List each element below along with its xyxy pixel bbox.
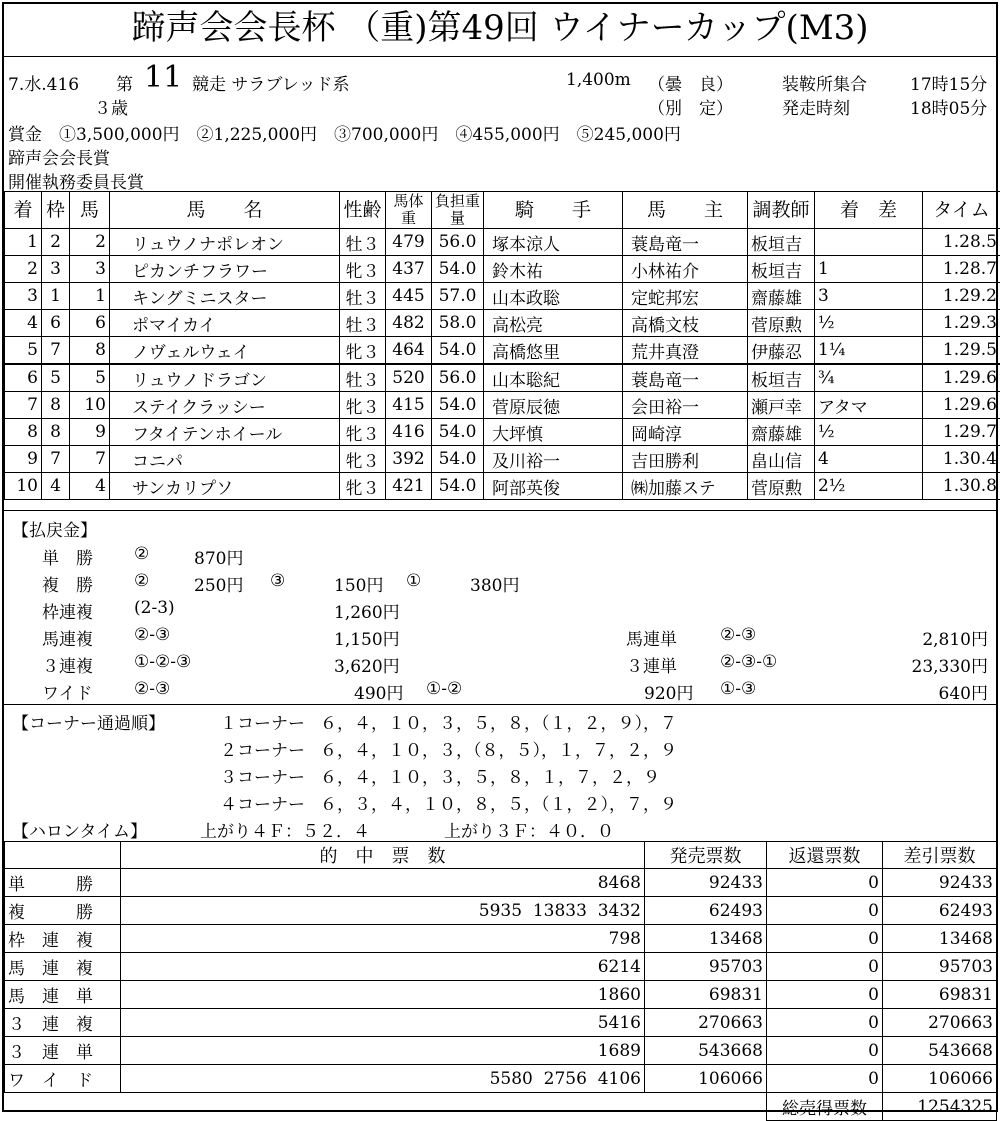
- sales-type: ３ 連 単: [5, 1037, 121, 1065]
- result-margin: 1¼: [815, 337, 923, 365]
- result-place: 9: [5, 446, 42, 473]
- col-horse-number: 馬: [70, 192, 110, 229]
- start-time: 18時05分: [910, 94, 987, 119]
- col-frame: 枠: [42, 192, 70, 229]
- result-trainer: 齋藤雄: [748, 283, 815, 310]
- result-jockey: 高橋悠里: [484, 337, 623, 365]
- last-4f: 上がり４Ｆ：５２．４: [200, 817, 370, 842]
- result-horse-number: 7: [70, 446, 110, 473]
- track-condition: （曇 良）: [648, 70, 733, 95]
- result-owner: 定蛇邦宏: [623, 283, 748, 310]
- result-owner: 岡崎淳: [623, 419, 748, 446]
- result-horse-weight: 520: [386, 364, 432, 392]
- fukusho-payout-2: 150円: [334, 571, 383, 596]
- sales-net: 13468: [883, 925, 997, 953]
- umatan-payout: 2,810円: [922, 625, 988, 650]
- result-horse-weight: 421: [386, 473, 432, 500]
- tansho-combo: ②: [134, 544, 149, 564]
- total-value: 1254325: [883, 1093, 997, 1121]
- sanfuku-label: ３連複: [42, 652, 93, 677]
- saddle-time: 17時15分: [910, 70, 987, 95]
- sales-hits: 5580 2756 4106: [121, 1065, 645, 1093]
- wakuren-label: 枠連複: [42, 598, 93, 623]
- sales-net: 62493: [883, 897, 997, 925]
- result-owner: 吉田勝利: [623, 446, 748, 473]
- sales-col-refund: 返還票数: [767, 842, 883, 869]
- result-place: 8: [5, 419, 42, 446]
- corner-1-order: ６，４，１０，３，５，８，（１，２，９），７: [320, 709, 677, 734]
- umaren-combo: ②-③: [134, 625, 170, 645]
- result-row: [5, 310, 1000, 337]
- sales-type: 馬 連 複: [5, 953, 121, 981]
- result-horse-number: 10: [70, 392, 110, 419]
- sales-row: [5, 897, 997, 925]
- result-horse-number: 6: [70, 310, 110, 337]
- fukusho-combo-3: ①: [406, 571, 421, 591]
- wide-payout-2: 920円: [644, 679, 693, 704]
- sales-row: [5, 1065, 997, 1093]
- result-margin: 2½: [815, 473, 923, 500]
- result-row: [5, 337, 1000, 365]
- result-row: [5, 256, 1000, 283]
- result-jockey: 阿部英俊: [484, 473, 623, 500]
- result-trainer: 齋藤雄: [748, 419, 815, 446]
- result-sex-age: 牡３: [340, 229, 386, 256]
- result-owner: 高橋文枝: [623, 310, 748, 337]
- sales-col-sold: 発売票数: [645, 842, 767, 869]
- award-2: 開催執務委員長賞: [8, 168, 144, 193]
- result-margin: 3: [815, 283, 923, 310]
- result-place: 5: [5, 337, 42, 365]
- sales-hits: 1689: [121, 1037, 645, 1065]
- result-time: 1.29.3: [923, 310, 1000, 337]
- result-frame: 8: [42, 419, 70, 446]
- result-time: 1.28.5: [923, 229, 1000, 256]
- sales-net: 106066: [883, 1065, 997, 1093]
- furlong-header: 【ハロンタイム】: [12, 817, 147, 842]
- result-sheet: [2, 2, 998, 1112]
- result-row: [5, 446, 1000, 473]
- result-jockey: 大坪慎: [484, 419, 623, 446]
- result-margin: ½: [815, 419, 923, 446]
- corner-2-order: ６，４，１０，３，（８，５），１，７，２，９: [320, 736, 677, 761]
- sales-type: ３ 連 複: [5, 1009, 121, 1037]
- corner-3-order: ６，４，１０，３，５，８，１，７，２，９: [320, 763, 660, 788]
- result-time: 1.29.2: [923, 283, 1000, 310]
- result-row: [5, 229, 1000, 256]
- corner-1-label: １コーナー: [220, 709, 305, 734]
- result-place: 10: [5, 473, 42, 500]
- result-horse-number: 1: [70, 283, 110, 310]
- sales-sold: 270663: [645, 1009, 767, 1037]
- result-sex-age: 牝３: [340, 256, 386, 283]
- umatan-label: 馬連単: [626, 625, 677, 650]
- sales-refund: 0: [767, 869, 883, 897]
- saddle-label: 装鞍所集合: [782, 70, 867, 95]
- corner-4-label: ４コーナー: [220, 790, 305, 815]
- result-place: 2: [5, 256, 42, 283]
- sales-refund: 0: [767, 925, 883, 953]
- result-trainer: 菅原勲: [748, 473, 815, 500]
- result-time: 1.29.6: [923, 364, 1000, 392]
- result-horse-name: ポマイカイ: [110, 310, 340, 337]
- result-sex-age: 牝３: [340, 392, 386, 419]
- sales-refund: 0: [767, 1065, 883, 1093]
- result-margin: [815, 229, 923, 256]
- sales-net: 270663: [883, 1009, 997, 1037]
- col-place: 着: [5, 192, 42, 229]
- result-horse-name: ステイクラッシー: [110, 392, 340, 419]
- result-burden: 54.0: [432, 419, 484, 446]
- sales-type: ワ イ ド: [5, 1065, 121, 1093]
- result-row: [5, 419, 1000, 446]
- sales-sold: 13468: [645, 925, 767, 953]
- result-horse-number: 9: [70, 419, 110, 446]
- result-owner: 蓑島竜一: [623, 229, 748, 256]
- col-time: タイム: [923, 192, 1000, 229]
- sales-refund: 0: [767, 1009, 883, 1037]
- result-horse-name: リュウノドラゴン: [110, 364, 340, 392]
- result-row: [5, 473, 1000, 500]
- result-trainer: 畠山信: [748, 446, 815, 473]
- col-margin: 着 差: [815, 192, 923, 229]
- result-frame: 3: [42, 256, 70, 283]
- fukusho-combo-1: ②: [134, 571, 149, 591]
- result-trainer: 板垣吉: [748, 256, 815, 283]
- result-time: 1.29.5: [923, 337, 1000, 365]
- result-horse-weight: 437: [386, 256, 432, 283]
- result-burden: 58.0: [432, 310, 484, 337]
- sales-sold: 543668: [645, 1037, 767, 1065]
- sales-hits: 6214: [121, 953, 645, 981]
- result-horse-name: サンカリプソ: [110, 473, 340, 500]
- result-trainer: 板垣吉: [748, 229, 815, 256]
- col-horse-name: 馬 名: [110, 192, 340, 229]
- result-sex-age: 牝３: [340, 473, 386, 500]
- fukusho-payout-1: 250円: [194, 571, 243, 596]
- sales-row: [5, 953, 997, 981]
- result-frame: 7: [42, 446, 70, 473]
- result-margin: ½: [815, 310, 923, 337]
- sales-col-net: 差引票数: [883, 842, 997, 869]
- result-row: [5, 392, 1000, 419]
- result-trainer: 伊藤忍: [748, 337, 815, 365]
- result-jockey: 鈴木祐: [484, 256, 623, 283]
- santan-combo: ②-③-①: [720, 652, 777, 672]
- race-number: 11: [144, 60, 182, 95]
- result-burden: 54.0: [432, 446, 484, 473]
- results-header-row: [5, 192, 1000, 229]
- result-margin: 1: [815, 256, 923, 283]
- sales-col-type: [5, 842, 121, 869]
- result-sex-age: 牝３: [340, 446, 386, 473]
- sanfuku-payout: 3,620円: [334, 652, 400, 677]
- result-time: 1.30.8: [923, 473, 1000, 500]
- corner-2-label: ２コーナー: [220, 736, 305, 761]
- result-horse-weight: 464: [386, 337, 432, 365]
- sales-sold: 62493: [645, 897, 767, 925]
- sales-row: [5, 925, 997, 953]
- result-horse-number: 2: [70, 229, 110, 256]
- umaren-payout: 1,150円: [334, 625, 400, 650]
- result-horse-name: ノヴェルウェイ: [110, 337, 340, 365]
- race-age: ３歳: [94, 94, 128, 119]
- sales-refund: 0: [767, 981, 883, 1009]
- wide-combo-3: ①-③: [720, 679, 756, 699]
- result-horse-name: フタイテンホイール: [110, 419, 340, 446]
- result-place: 3: [5, 283, 42, 310]
- santan-label: ３連単: [626, 652, 677, 677]
- sales-header-row: [5, 842, 997, 869]
- sales-hits: 5935 13833 3432: [121, 897, 645, 925]
- result-place: 1: [5, 229, 42, 256]
- result-horse-number: 3: [70, 256, 110, 283]
- sales-refund: 0: [767, 897, 883, 925]
- result-burden: 54.0: [432, 473, 484, 500]
- result-owner: 蓑島竜一: [623, 364, 748, 392]
- sales-type: 単 勝: [5, 869, 121, 897]
- result-time: 1.30.4: [923, 446, 1000, 473]
- result-owner: ㈱加藤ステ: [623, 473, 748, 500]
- result-margin: 4: [815, 446, 923, 473]
- result-sex-age: 牡３: [340, 283, 386, 310]
- payout-header: 【払戻金】: [12, 516, 97, 541]
- result-trainer: 瀬戸幸: [748, 392, 815, 419]
- result-horse-name: コニパ: [110, 446, 340, 473]
- tansho-payout: 870円: [194, 544, 243, 569]
- sales-type: 馬 連 単: [5, 981, 121, 1009]
- start-label: 発走時刻: [782, 94, 850, 119]
- result-time: 1.28.7: [923, 256, 1000, 283]
- result-trainer: 菅原勲: [748, 310, 815, 337]
- col-sex-age: 性齢: [340, 192, 386, 229]
- result-burden: 57.0: [432, 283, 484, 310]
- sales-net: 95703: [883, 953, 997, 981]
- award-1: 蹄声会会長賞: [8, 144, 110, 169]
- result-place: 4: [5, 310, 42, 337]
- result-jockey: 塚本涼人: [484, 229, 623, 256]
- sales-hits: 798: [121, 925, 645, 953]
- sales-col-hits: 的 中 票 数: [121, 842, 645, 869]
- divider: [4, 56, 996, 57]
- col-trainer: 調教師: [748, 192, 815, 229]
- result-frame: 5: [42, 364, 70, 392]
- divider: [4, 510, 996, 511]
- col-jockey: 騎 手: [484, 192, 623, 229]
- result-row: [5, 364, 1000, 392]
- result-owner: 会田裕一: [623, 392, 748, 419]
- weight-condition: （別 定）: [648, 94, 733, 119]
- result-jockey: 及川裕一: [484, 446, 623, 473]
- race-class: 競走 サラブレッド系: [192, 70, 350, 95]
- result-owner: 小林祐介: [623, 256, 748, 283]
- result-place: 7: [5, 392, 42, 419]
- result-time: 1.29.7: [923, 419, 1000, 446]
- prize-line: 賞金 ①3,500,000円 ②1,225,000円 ③700,000円 ④455,000円 ⑤245,000円: [8, 120, 681, 145]
- sales-sold: 69831: [645, 981, 767, 1009]
- result-horse-number: 8: [70, 337, 110, 365]
- result-horse-number: 4: [70, 473, 110, 500]
- result-sex-age: 牡３: [340, 310, 386, 337]
- result-jockey: 菅原辰徳: [484, 392, 623, 419]
- sales-hits: 1860: [121, 981, 645, 1009]
- result-margin: アタマ: [815, 392, 923, 419]
- sales-net: 69831: [883, 981, 997, 1009]
- race-code: 7.水.416: [8, 70, 79, 95]
- result-sex-age: 牡３: [340, 364, 386, 392]
- result-row: [5, 283, 1000, 310]
- divider: [4, 704, 996, 705]
- result-frame: 1: [42, 283, 70, 310]
- santan-payout: 23,330円: [912, 652, 988, 677]
- sales-type: 枠 連 複: [5, 925, 121, 953]
- result-place: 6: [5, 364, 42, 392]
- col-burden: 負担重量: [432, 192, 484, 229]
- result-burden: 56.0: [432, 364, 484, 392]
- result-sex-age: 牝３: [340, 337, 386, 365]
- sales-row: [5, 1037, 997, 1065]
- result-horse-weight: 415: [386, 392, 432, 419]
- race-num-prefix: 第: [116, 70, 133, 95]
- result-burden: 54.0: [432, 392, 484, 419]
- result-burden: 56.0: [432, 229, 484, 256]
- sales-row: [5, 1009, 997, 1037]
- sales-hits: 5416: [121, 1009, 645, 1037]
- result-margin: ¾: [815, 364, 923, 392]
- sales-refund: 0: [767, 953, 883, 981]
- result-horse-number: 5: [70, 364, 110, 392]
- col-owner: 馬 主: [623, 192, 748, 229]
- result-owner: 荒井真澄: [623, 337, 748, 365]
- last-3f: 上がり３Ｆ：４０．０: [444, 817, 614, 842]
- wide-payout-3: 640円: [939, 679, 988, 704]
- sales-row: [5, 981, 997, 1009]
- sales-hits: 8468: [121, 869, 645, 897]
- sales-net: 92433: [883, 869, 997, 897]
- result-time: 1.29.6: [923, 392, 1000, 419]
- wide-payout-1: 490円: [354, 679, 403, 704]
- sales-row: [5, 869, 997, 897]
- result-burden: 54.0: [432, 256, 484, 283]
- result-sex-age: 牝３: [340, 419, 386, 446]
- tansho-label: 単 勝: [42, 544, 93, 569]
- result-frame: 2: [42, 229, 70, 256]
- result-jockey: 山本聡紀: [484, 364, 623, 392]
- result-frame: 7: [42, 337, 70, 365]
- result-frame: 4: [42, 473, 70, 500]
- fukusho-combo-2: ③: [270, 571, 285, 591]
- result-frame: 8: [42, 392, 70, 419]
- result-frame: 6: [42, 310, 70, 337]
- sales-type: 複 勝: [5, 897, 121, 925]
- corner-header: 【コーナー通過順】: [12, 709, 165, 734]
- sales-sold: 106066: [645, 1065, 767, 1093]
- sales-sold: 95703: [645, 953, 767, 981]
- sales-table: [4, 841, 997, 1121]
- result-horse-weight: 445: [386, 283, 432, 310]
- results-table: [4, 191, 1000, 500]
- result-jockey: 山本政聡: [484, 283, 623, 310]
- umaren-label: 馬連複: [42, 625, 93, 650]
- result-horse-name: ピカンチフラワー: [110, 256, 340, 283]
- sales-sold: 92433: [645, 869, 767, 897]
- total-row: [5, 1093, 997, 1121]
- fukusho-payout-3: 380円: [470, 571, 519, 596]
- result-horse-name: リュウノナポレオン: [110, 229, 340, 256]
- wide-combo-2: ①-②: [426, 679, 462, 699]
- sales-net: 543668: [883, 1037, 997, 1065]
- corner-4-order: ６，３，４，１０，８，５，（１，２），７，９: [320, 790, 677, 815]
- wakuren-combo: (2-3): [134, 598, 175, 618]
- sanfuku-combo: ①-②-③: [134, 652, 191, 672]
- result-trainer: 板垣吉: [748, 364, 815, 392]
- wide-combo-1: ②-③: [134, 679, 170, 699]
- result-burden: 54.0: [432, 337, 484, 365]
- result-horse-weight: 479: [386, 229, 432, 256]
- sales-refund: 0: [767, 1037, 883, 1065]
- umatan-combo: ②-③: [720, 625, 756, 645]
- result-horse-weight: 416: [386, 419, 432, 446]
- fukusho-label: 複 勝: [42, 571, 93, 596]
- total-label: 総売得票数: [767, 1093, 883, 1121]
- result-horse-weight: 392: [386, 446, 432, 473]
- page-title: 蹄声会会長杯 （重)第49回 ウイナーカップ(M3): [4, 8, 996, 48]
- result-horse-weight: 482: [386, 310, 432, 337]
- corner-3-label: ３コーナー: [220, 763, 305, 788]
- race-distance: 1,400m: [566, 70, 631, 90]
- result-horse-name: キングミニスター: [110, 283, 340, 310]
- result-jockey: 高松亮: [484, 310, 623, 337]
- wakuren-payout: 1,260円: [334, 598, 400, 623]
- col-horse-weight: 馬体重: [386, 192, 432, 229]
- wide-label: ワイド: [42, 679, 93, 704]
